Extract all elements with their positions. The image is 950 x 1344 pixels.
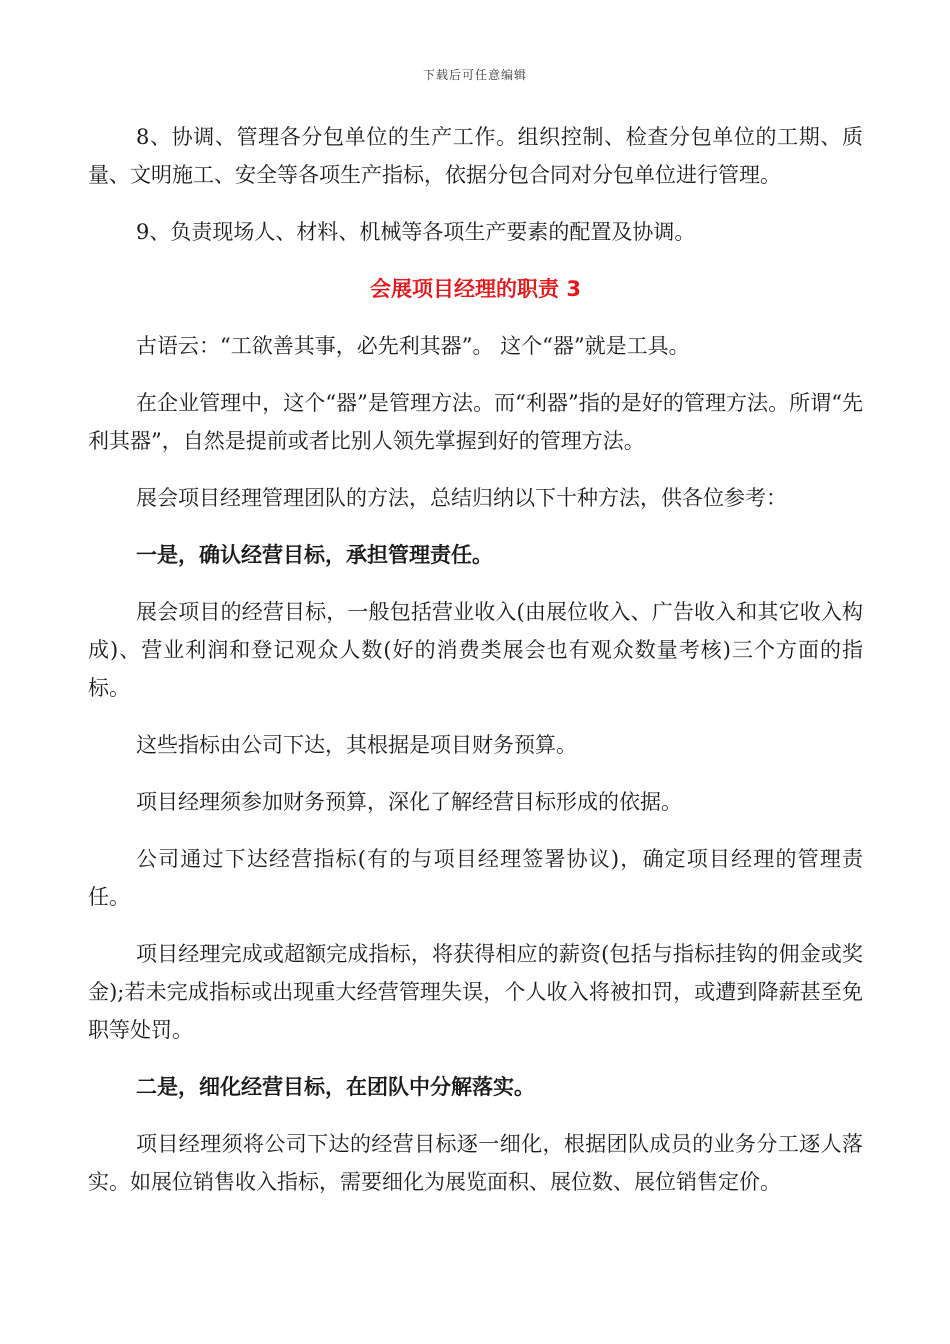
paragraph-intro: 展会项目经理管理团队的方法，总结归纳以下十种方法，供各位参考： xyxy=(136,486,787,510)
paragraph-detail: 项目经理须将公司下达的经营目标逐一细化，根据团队成员的业务分工逐人落实。如展位销售收入指标，需要细化为展览面积、展位数、展位销售定价。 xyxy=(88,1132,863,1194)
paragraph-responsibility: 公司通过下达经营指标(有的与项目经理签署协议)，确定项目经理的管理责任。 xyxy=(88,847,863,909)
page-header: 下载后可任意编辑 xyxy=(422,68,527,82)
subheading-one: 一是，确认经营目标，承担管理责任。 xyxy=(136,542,493,567)
paragraph-budget: 项目经理须参加财务预算，深化了解经营目标形成的依据。 xyxy=(136,790,682,814)
paragraph-tool: 在企业管理中，这个“器”是管理方法。而“利器”指的是好的管理方法。所谓“先利其器”，自然是提前或者比别人领先掌握到好的管理方法。 xyxy=(88,391,863,453)
section-title: 会展项目经理的职责 3 xyxy=(370,277,581,301)
paragraph-reward: 项目经理完成或超额完成指标，将获得相应的薪资(包括与指标挂钩的佣金或奖金);若未完成指标或出现重大经营管理失误，个人收入将被扣罚，或遭到降薪甚至免职等处罚。 xyxy=(88,942,863,1042)
paragraph-goals: 展会项目的经营目标，一般包括营业收入(由展位收入、广告收入和其它收入构成)、营业利润和登记观众人数(好的消费类展会也有观众数量考核)三个方面的指标。 xyxy=(88,600,863,700)
document-body xyxy=(88,118,863,1220)
paragraph-item-8: 8、协调、管理各分包单位的生产工作。组织控制、检查分包单位的工期、质量、文明施工、安全等各项生产指标，依据分包合同对分包单位进行管理。 xyxy=(88,125,863,187)
paragraph-item-9: 9、负责现场人、材料、机械等各项生产要素的配置及协调。 xyxy=(136,220,696,244)
paragraph-quote: 古语云：“工欲善其事，必先利其器”。 这个“器”就是工具。 xyxy=(136,334,690,358)
subheading-two: 二是，细化经营目标，在团队中分解落实。 xyxy=(136,1074,535,1099)
paragraph-indicators: 这些指标由公司下达，其根据是项目财务预算。 xyxy=(136,733,577,757)
